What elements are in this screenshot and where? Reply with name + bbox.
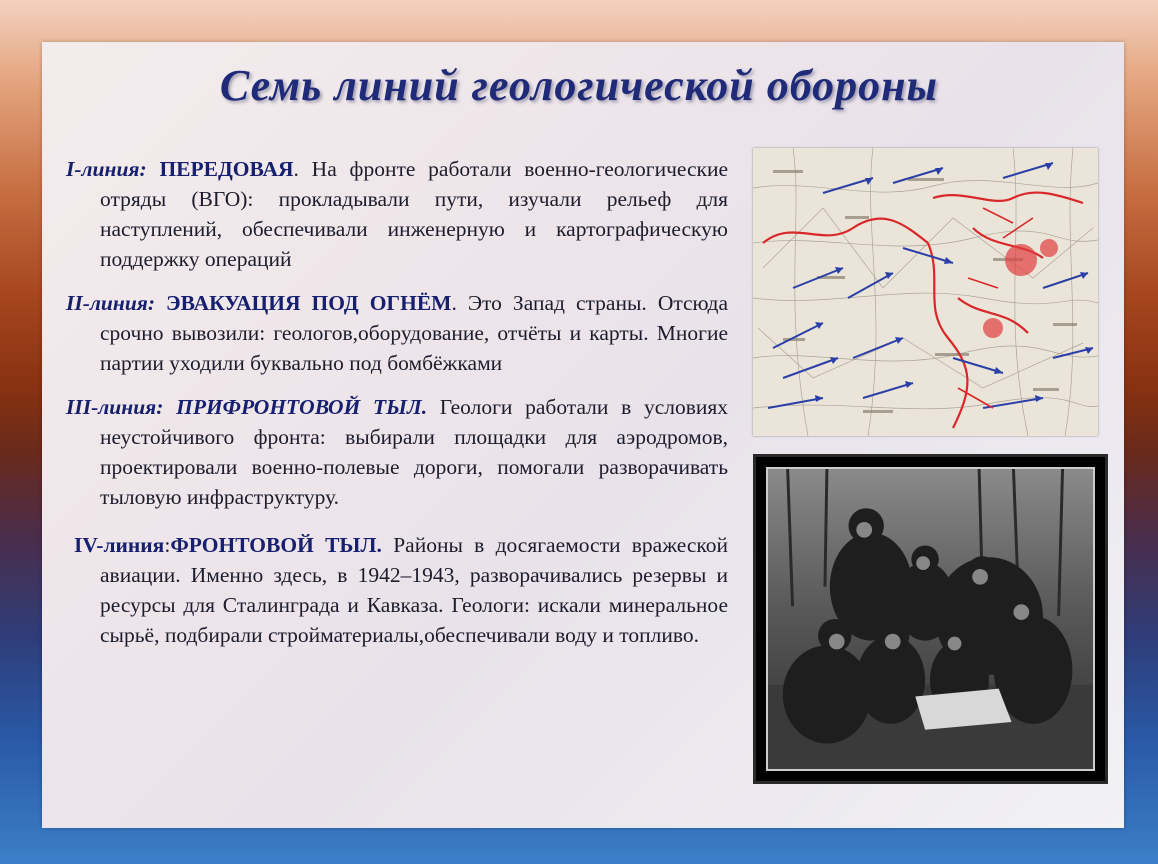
line-2-header-suffix: . (451, 291, 457, 315)
line-4-paragraph (66, 530, 728, 650)
line-1-label: I-линия: (66, 157, 147, 181)
line-2-label: II-линия: (66, 291, 156, 315)
line-1-body: На фронте работали военно-геологические отряды (ВГО): прокладывали пути, изучали рельеф для наступлений, обеспечивали инженерную и картографическую поддержку операций (100, 157, 729, 271)
map-drawing (753, 148, 1098, 436)
line-4-body: Районы в досягаемости вражеской авиации. Именно здесь, в 1942–1943, разворачивались резервы и ресурсы для Сталинграда и Кавказа. Геологи: искали минеральное сырьё, подбирали стройматериалы,обеспечивали воду и топливо. (100, 533, 728, 647)
line-2-body: Это Запад страны. Отсюда срочно вывозили: геологов,оборудование, отчёты и карты. Многие партии уходили буквально под бомбёжками (100, 291, 728, 375)
line-1-header: ПЕРЕДОВАЯ (159, 157, 294, 181)
line-3-paragraph (66, 392, 728, 512)
line-1-header-suffix: . (293, 157, 299, 181)
photo-drawing (768, 469, 1093, 769)
photo-inner (766, 467, 1095, 771)
line-4-header: ФРОНТОВОЙ ТЫЛ. (170, 533, 382, 557)
line-2-header: ЭВАКУАЦИЯ ПОД ОГНЁМ (166, 291, 452, 315)
geologists-field-photo (753, 454, 1108, 784)
slide-title: Семь линий геологической обороны (219, 61, 939, 110)
line-1-paragraph (66, 154, 728, 274)
line-4-label: IV-линия (74, 533, 165, 557)
line-3-label: III-линия: (66, 395, 164, 419)
text-column (66, 154, 728, 664)
line-4-label-sep: : (164, 533, 171, 557)
line-2-paragraph (66, 288, 728, 378)
line-3-body: Геологи работали в условиях неустойчивого фронта: выбирали площадки для аэродромов, проектировали военно-полевые дороги, помогали разворачивать тыловую инфраструктуру. (100, 395, 729, 509)
line-3-header: ПРИФРОНТОВОЙ ТЫЛ. (176, 395, 428, 419)
military-map-image (753, 148, 1098, 436)
